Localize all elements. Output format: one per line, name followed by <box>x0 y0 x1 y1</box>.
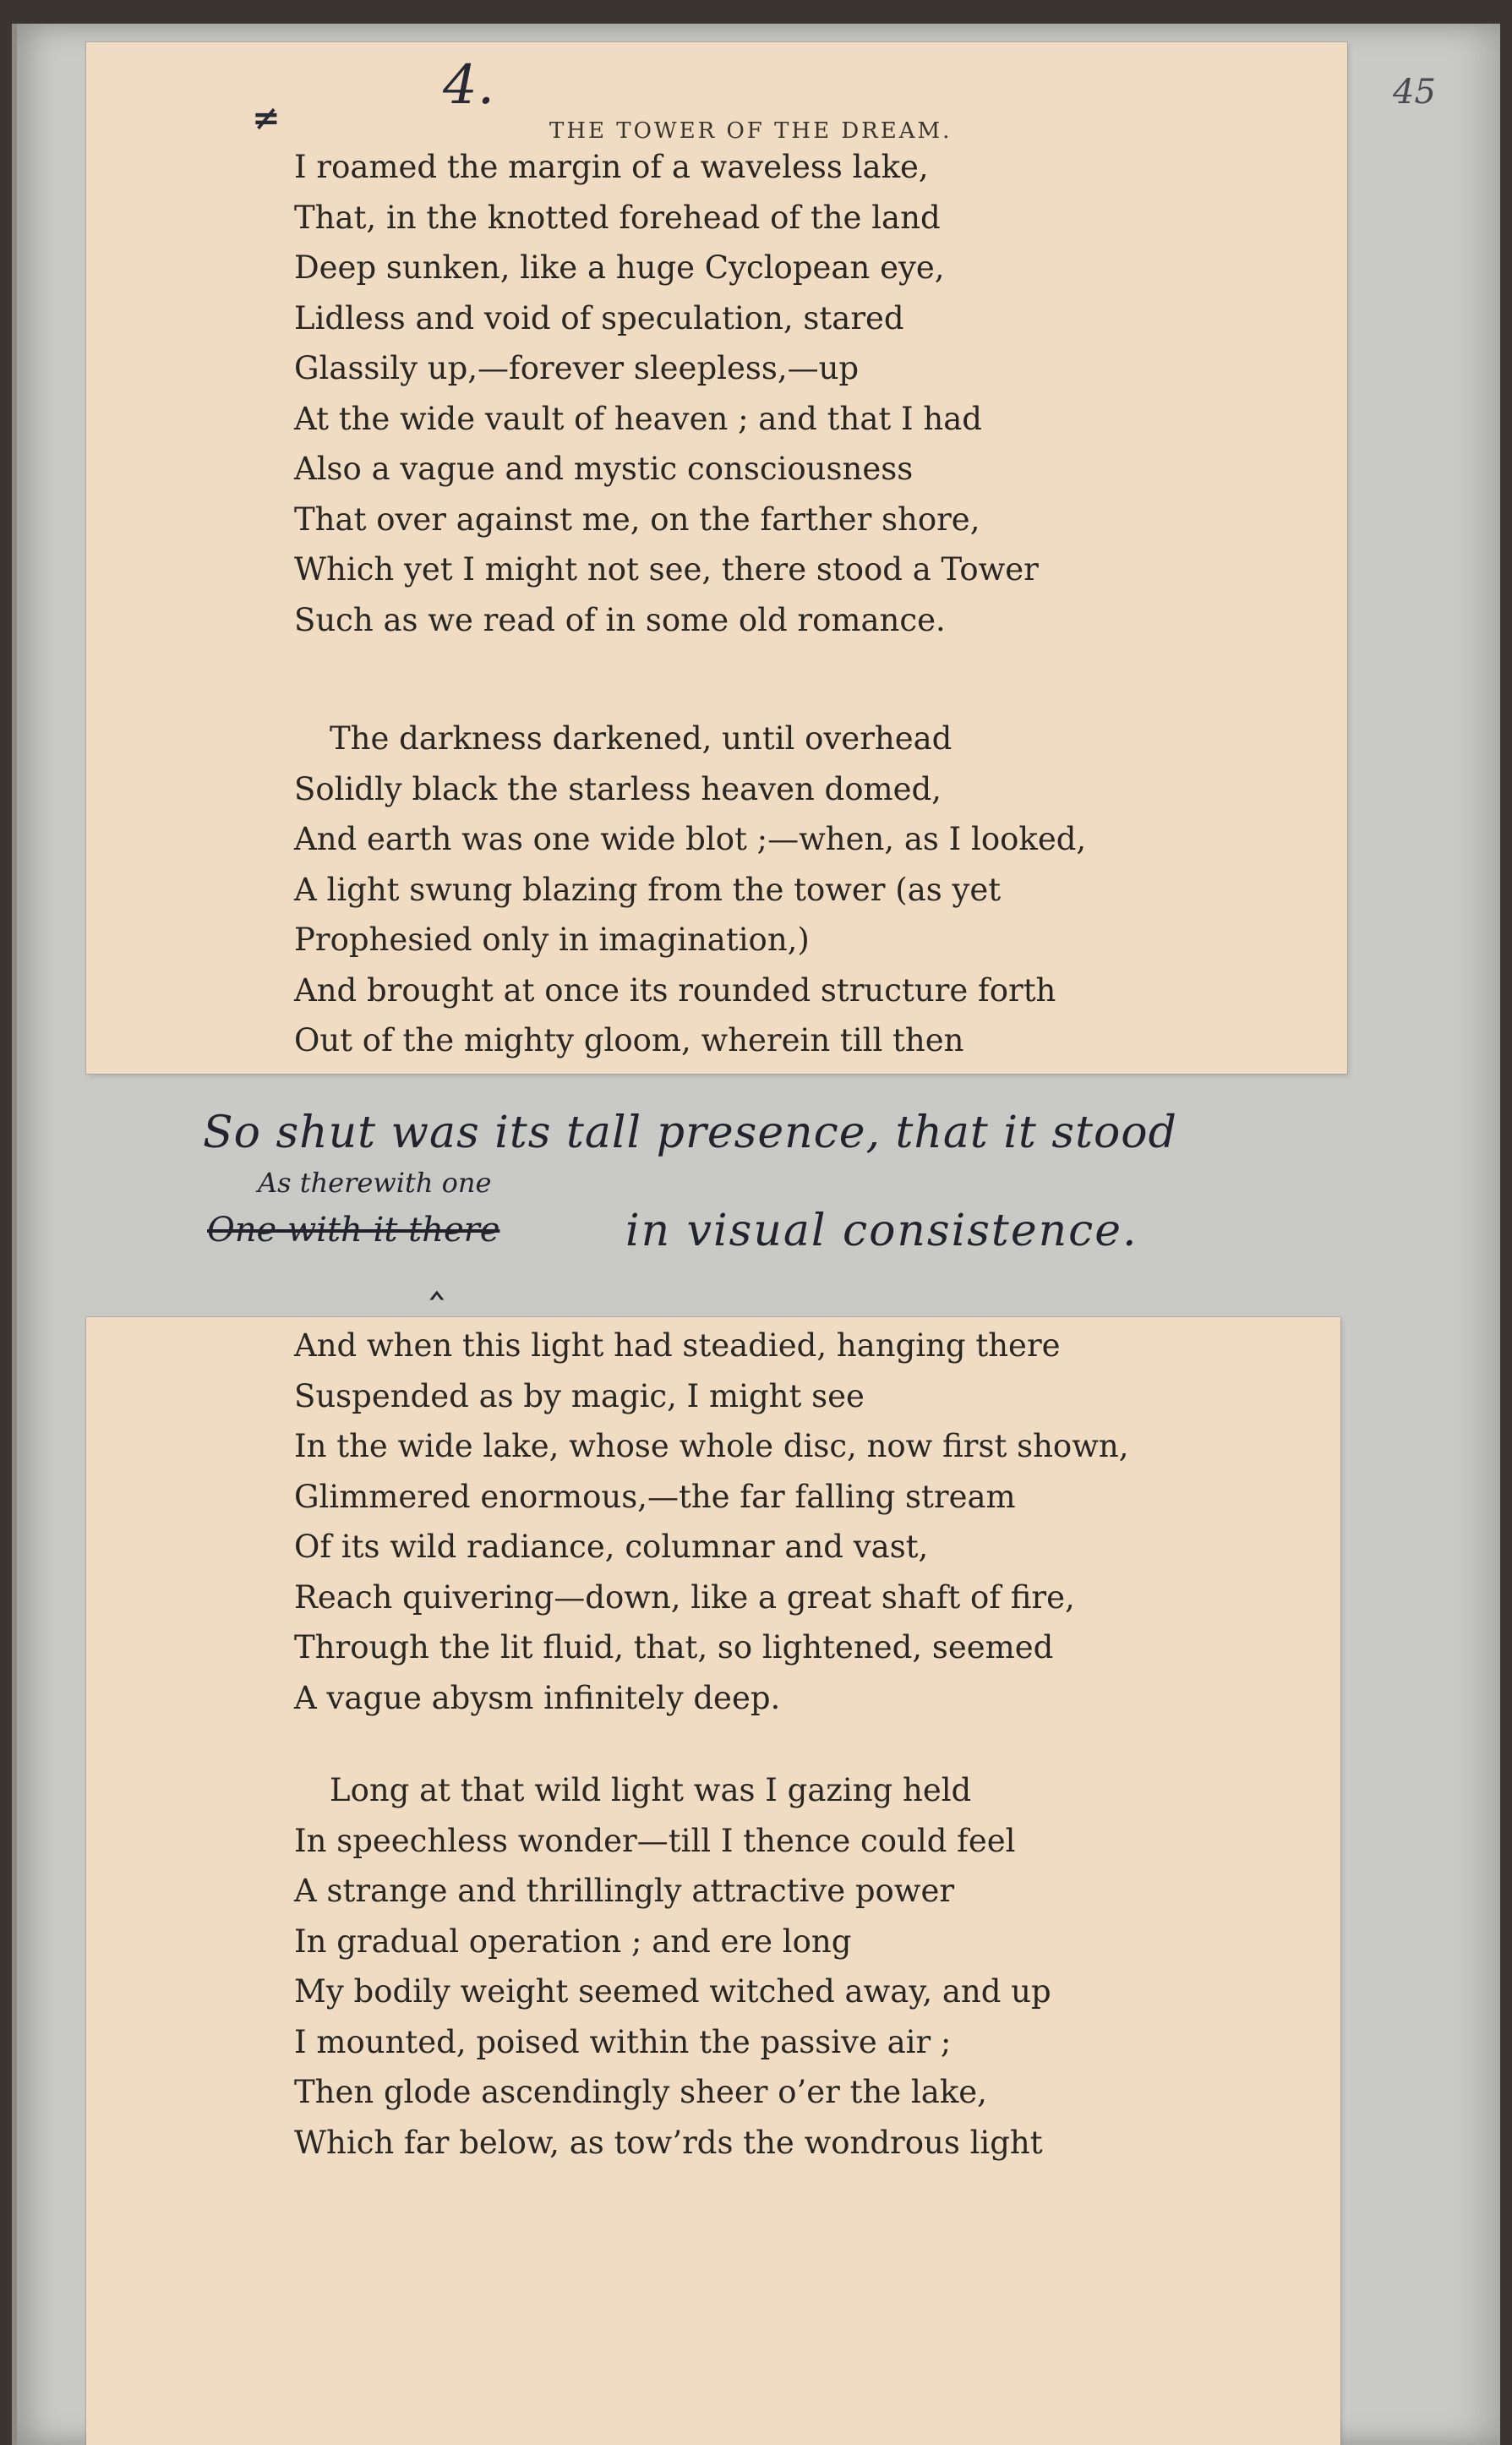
poem-line: In speechless wonder—till I thence could feel <box>294 1822 1016 1859</box>
poem-line: In the wide lake, whose whole disc, now first shown, <box>294 1428 1129 1464</box>
poem-line: Also a vague and mystic consciousness <box>294 451 914 487</box>
stanza-2 <box>294 714 1086 1066</box>
poem-line: A light swung blazing from the tower (as yet <box>294 871 1002 908</box>
poem-line: Glimmered enormous,—the far falling stream <box>294 1478 1016 1515</box>
poem-line: Long at that wild light was I gazing held <box>330 1772 972 1808</box>
handwritten-mark: ≠ <box>252 98 281 138</box>
poem-line: And when this light had steadied, hanging there <box>294 1327 1061 1364</box>
poem-line: Then glode ascendingly sheer o’er the lake, <box>294 2074 987 2110</box>
handwritten-line-2: in visual consistence. <box>625 1206 1138 1256</box>
poem-line: A vague abysm infinitely deep. <box>294 1679 781 1716</box>
poem-line: Which yet I might not see, there stood a Tower <box>294 551 1039 588</box>
handwritten-struck-text: One with it there <box>207 1211 500 1250</box>
poem-line: I roamed the margin of a waveless lake, <box>294 149 929 185</box>
running-head: THE TOWER OF THE DREAM. <box>549 118 953 144</box>
poem-line: Prophesied only in imagination,) <box>294 922 810 958</box>
poem-line: The darkness darkened, until overhead <box>330 720 953 757</box>
poem-line: Lidless and void of speculation, stared <box>294 299 904 336</box>
stanza-1 <box>294 142 1039 645</box>
poem-line: And earth was one wide blot ;—when, as I looked, <box>294 821 1087 857</box>
poem-line: Such as we read of in some old romance. <box>294 601 946 638</box>
handwritten-insertion: As therewith one <box>258 1167 492 1199</box>
poem-line: A strange and thrillingly attractive power <box>294 1873 955 1909</box>
poem-line: At the wide vault of heaven ; and that I had <box>294 400 982 437</box>
poem-line: Of its wild radiance, columnar and vast, <box>294 1529 929 1565</box>
insertion-caret: ‸ <box>429 1250 445 1300</box>
handwritten-section-number: 4. <box>443 54 495 117</box>
poem-line: Out of the mighty gloom, wherein till then <box>294 1022 964 1058</box>
poem-line: In gradual operation ; and ere long <box>294 1923 852 1960</box>
poem-line: Which far below, as tow’rds the wondrous light <box>294 2124 1043 2161</box>
stanza-3 <box>294 1321 1128 1723</box>
handwritten-line-1: So shut was its tall presence, that it stood <box>203 1108 1177 1158</box>
poem-line: That, in the knotted forehead of the land <box>294 199 941 236</box>
poem-line: That over against me, on the farther shore, <box>294 500 980 538</box>
poem-line: Deep sunken, like a huge Cyclopean eye, <box>294 249 945 286</box>
page-number: 45 <box>1393 73 1436 112</box>
poem-line: Suspended as by magic, I might see <box>294 1377 865 1414</box>
poem-line: Glassily up,—forever sleepless,—up <box>294 350 860 386</box>
stanza-4 <box>294 1765 1051 2168</box>
poem-line: I mounted, poised within the passive air ; <box>294 2023 952 2060</box>
poem-line: Solidly black the starless heaven domed, <box>294 770 942 807</box>
poem-line: And brought at once its rounded structure forth <box>294 971 1056 1009</box>
poem-line: Reach quivering—down, like a great shaft of fire, <box>294 1578 1075 1616</box>
poem-line: Through the lit fluid, that, so lightened, seemed <box>294 1629 1054 1666</box>
poem-line: My bodily weight seemed witched away, and up <box>294 1973 1051 2010</box>
